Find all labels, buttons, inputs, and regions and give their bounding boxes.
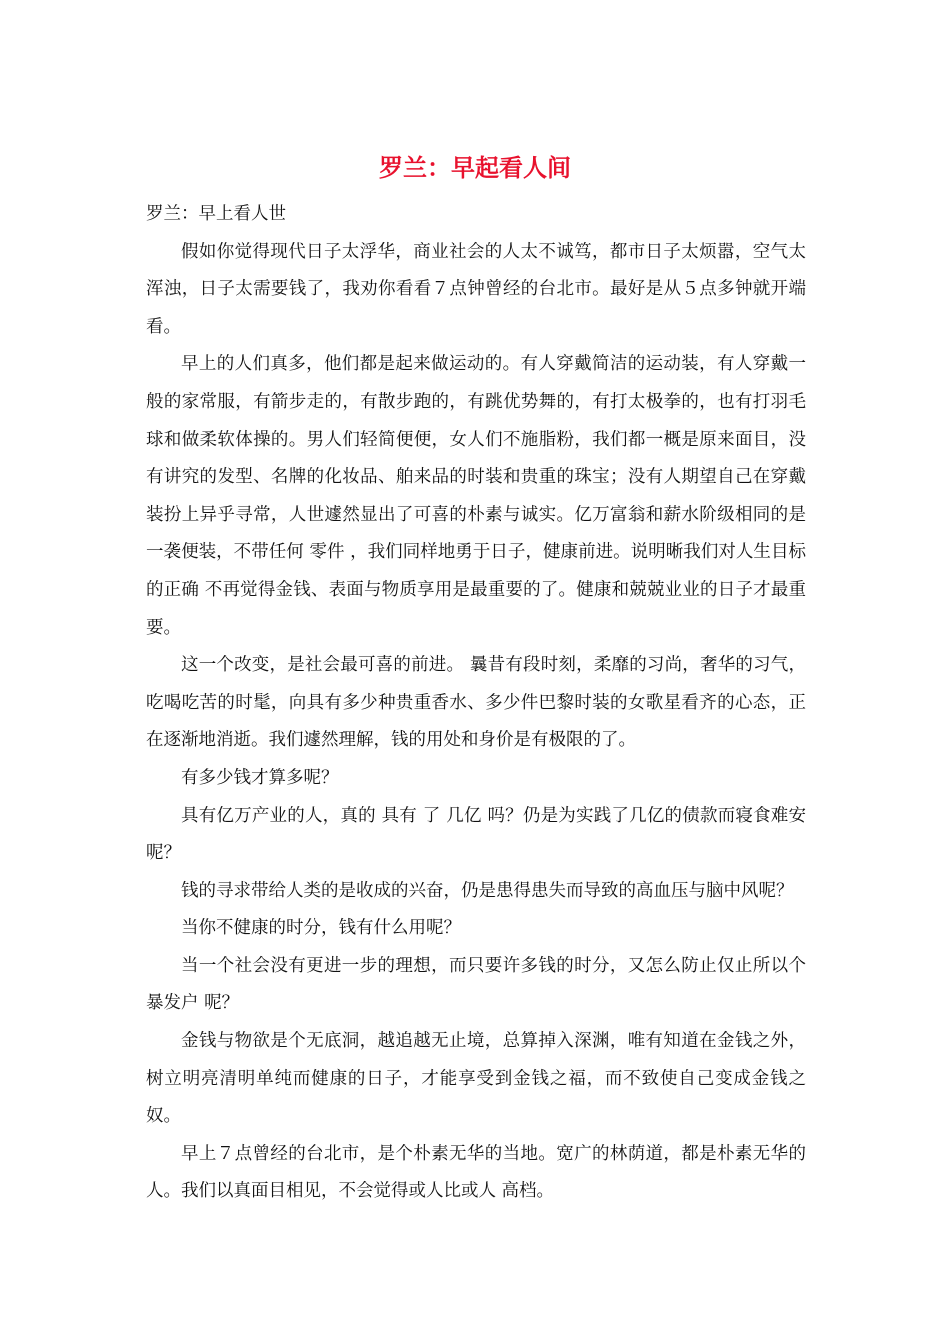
paragraph-2: 早上的人们真多，他们都是起来做运动的。有人穿戴简洁的运动装，有人穿戴一般的家常服，有箭步走的，有散步跑的，有跳优势舞的，有打太极拳的，也有打羽毛球和做柔软体操的。男人们轻简便便，女人们不施脂粉，我们都一概是原来面目，没有讲究的发型、名牌的化妆品、舶来品的时装和贵重的珠宝；没有人期望自己在穿戴装扮上异乎寻常，人世遽然显出了可喜的朴素与诚实。亿万富翁和薪水阶级相同的是一袭便装，不带任何 零件 ，我们同样地勇于日子，健康前进。说明晰我们对人生目标的正确 不再觉得金钱、表面与物质享用是最重要的了。健康和兢兢业业的日子才最重要。 — [146, 354, 806, 638]
paragraph-3: 这一个改变，是社会最可喜的前进。 曩昔有段时刻，柔靡的习尚，奢华的习气，吃喝吃苦的时髦，向具有多少种贵重香水、多少件巴黎时装的女歌星看齐的心态，正在逐渐地消逝。我们遽然理解，钱的用处和身价是有极限的了。 — [146, 655, 806, 751]
paragraph-1: 假如你觉得现代日子太浮华，商业社会的人太不诚笃，都市日子太烦嚣，空气太浑浊，日子太需要钱了，我劝你看看７点钟曾经的台北市。最好是从５点多钟就开端看。 — [146, 241, 806, 337]
paragraph-9: 金钱与物欲是个无底洞，越追越无止境，总算掉入深渊，唯有知道在金钱之外，树立明亮清明单纯而健康的日子，才能享受到金钱之福，而不致使自己变成金钱之奴。 — [146, 1031, 806, 1127]
paragraph-8: 当一个社会没有更进一步的理想，而只要许多钱的时分，又怎么防止仅止所以个 暴发户 呢？ — [146, 955, 806, 1014]
document-title: 罗兰：早起看人间 — [379, 153, 571, 182]
paragraph-6: 钱的寻求带给人类的是收成的兴奋，仍是患得患失而导致的高血压与脑中风呢？ — [181, 880, 794, 901]
paragraph-10: 早上７点曾经的台北市，是个朴素无华的当地。宽广的林荫道，都是朴素无华的人。我们以真面目相见，不会觉得或人比或人 高档。 — [146, 1143, 806, 1202]
paragraph-4: 有多少钱才算多呢？ — [181, 767, 339, 788]
paragraph-5: 具有亿万产业的人，真的 具有 了 几亿 吗？仍是为实践了几亿的债款而寝食难安呢？ — [146, 805, 806, 864]
document-body — [146, 196, 806, 1211]
document-subtitle: 罗兰：早上看人世 — [146, 204, 286, 224]
paragraph-7: 当你不健康的时分，钱有什么用呢？ — [181, 918, 461, 939]
